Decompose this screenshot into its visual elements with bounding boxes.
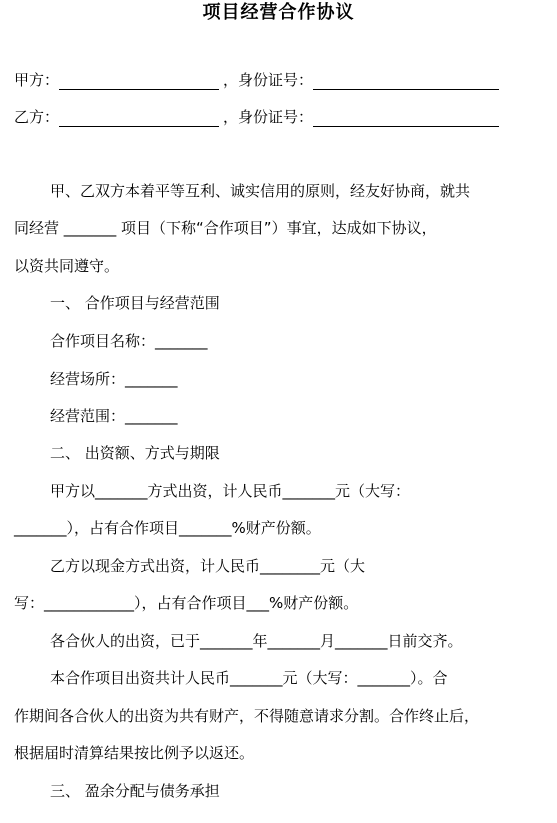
party-a-contribution-line-1: 甲方以_______方式出资，计人民币_______元（大写： [50, 482, 411, 500]
party-a-row [14, 70, 499, 90]
total-contribution-line-3: 根据届时清算结果按比例予以返还。 [14, 744, 255, 762]
business-scope-line: 经营范围：_______ [50, 407, 178, 425]
document-title: 项目经营合作协议 [202, 2, 355, 23]
party-a-label: 甲方： [14, 71, 60, 89]
intro-line-3: 以资共同遵守。 [14, 257, 120, 275]
party-a-id-label: ，身份证号： [223, 71, 314, 89]
intro-line-1: 甲、乙双方本着平等互利、诚实信用的原则，经友好协商，就共 [50, 182, 471, 200]
party-a-name-field[interactable] [59, 72, 219, 90]
project-name-line: 合作项目名称：_______ [50, 332, 208, 350]
party-b-row [14, 107, 499, 127]
party-b-label: 乙方： [14, 108, 60, 126]
section-1-heading: 一、 合作项目与经营范围 [50, 294, 220, 312]
contribution-deadline-line: 各合伙人的出资，已于_______年_______月_______日前交齐。 [50, 632, 463, 650]
business-location-line: 经营场所：_______ [50, 370, 178, 388]
intro-line-2: 同经营 _______ 项目（下称“合作项目”）事宜，达成如下协议， [14, 219, 437, 237]
section-2-heading: 二、 出资额、方式与期限 [50, 444, 220, 462]
party-b-id-field[interactable] [313, 109, 499, 127]
total-contribution-line-1: 本合作项目出资共计人民币_______元（大写：_______）。合 [50, 669, 448, 687]
party-a-id-field[interactable] [313, 72, 499, 90]
total-contribution-line-2: 作期间各合伙人的出资为共有财产，不得随意请求分割。合作终止后， [14, 707, 480, 725]
party-a-contribution-line-2: _______），占有合作项目_______%财产份额。 [14, 519, 321, 537]
party-b-name-field[interactable] [59, 109, 219, 127]
party-b-contribution-line-2: 写：____________），占有合作项目___%财产份额。 [14, 594, 359, 612]
party-b-id-label: ，身份证号： [223, 108, 314, 126]
section-3-heading: 三、 盈余分配与债务承担 [50, 782, 220, 800]
party-b-contribution-line-1: 乙方以现金方式出资，计人民币________元（大 [50, 557, 366, 575]
